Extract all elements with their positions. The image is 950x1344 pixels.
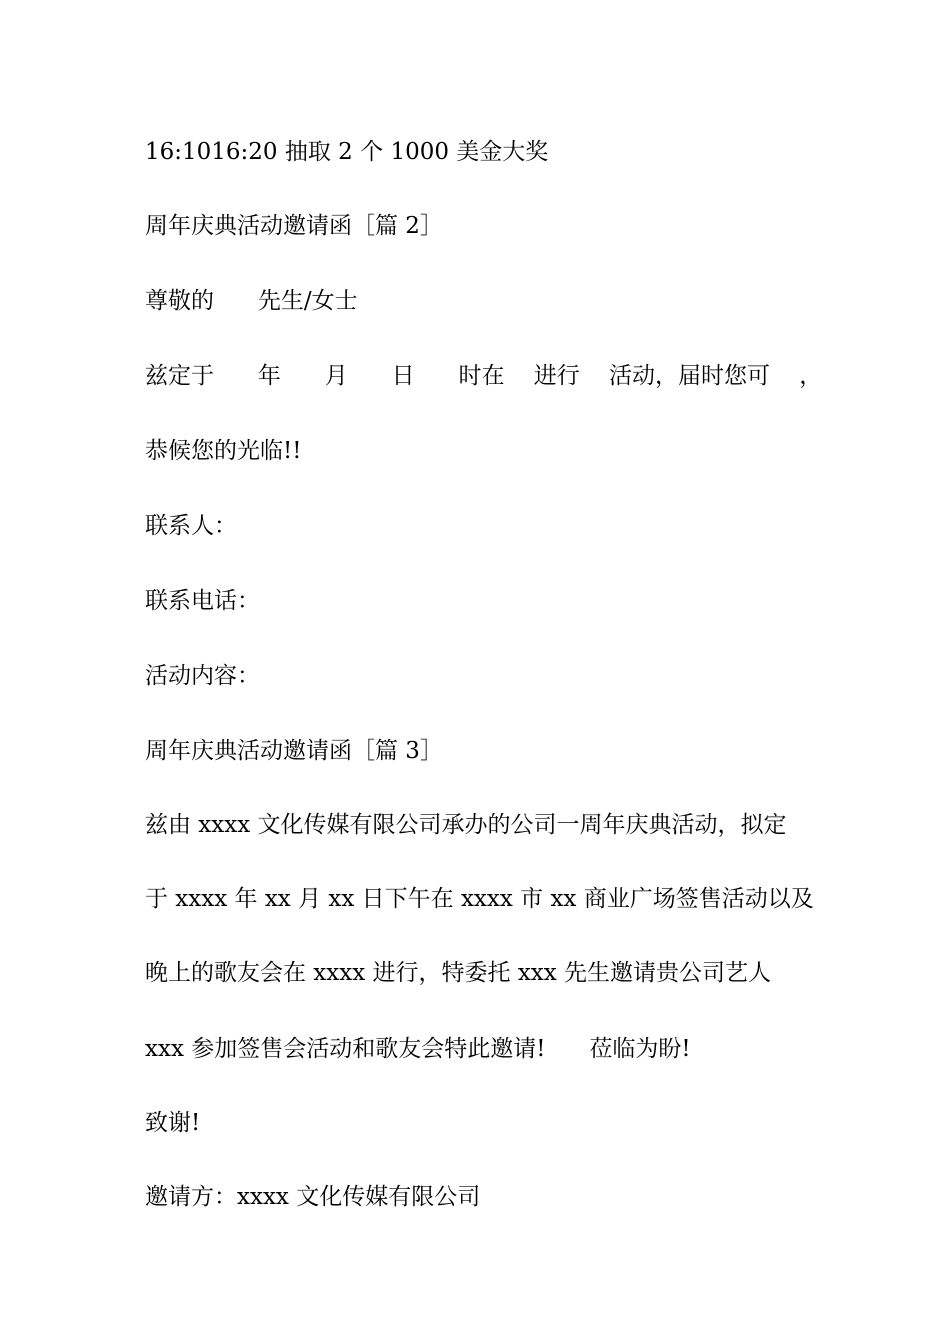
contact-phone-label: 联系电话： bbox=[145, 588, 260, 614]
section-heading-2: 周年庆典活动邀请函［篇 2］ bbox=[145, 213, 443, 239]
invitation-time-line: 兹定于 年 月 日 时在 进行 活动，届时您可 ， bbox=[145, 363, 823, 389]
paragraph-line-3: 晚上的歌友会在 xxxx 进行，特委托 xxx 先生邀请贵公司艺人 bbox=[145, 960, 772, 986]
contact-person-label: 联系人： bbox=[145, 513, 237, 539]
section-heading-3: 周年庆典活动邀请函［篇 3］ bbox=[145, 738, 443, 764]
paragraph-line-4: xxx 参加签售会活动和歌友会特此邀请! 莅临为盼! bbox=[145, 1036, 691, 1062]
thanks-line: 致谢! bbox=[145, 1110, 201, 1136]
prize-schedule-line: 16:1016:20 抽取 2 个 1000 美金大奖 bbox=[145, 139, 549, 165]
paragraph-line-1: 兹由 xxxx 文化传媒有限公司承办的公司一周年庆典活动，拟定 bbox=[145, 812, 787, 838]
paragraph-line-2: 于 xxxx 年 xx 月 xx 日下午在 xxxx 市 xx 商业广场签售活动以及 bbox=[145, 886, 814, 912]
activity-content-label: 活动内容： bbox=[145, 663, 260, 689]
salutation-line: 尊敬的 先生/女士 bbox=[145, 288, 358, 314]
inviter-line: 邀请方：xxxx 文化传媒有限公司 bbox=[145, 1184, 481, 1210]
welcome-line: 恭候您的光临!! bbox=[145, 438, 302, 464]
